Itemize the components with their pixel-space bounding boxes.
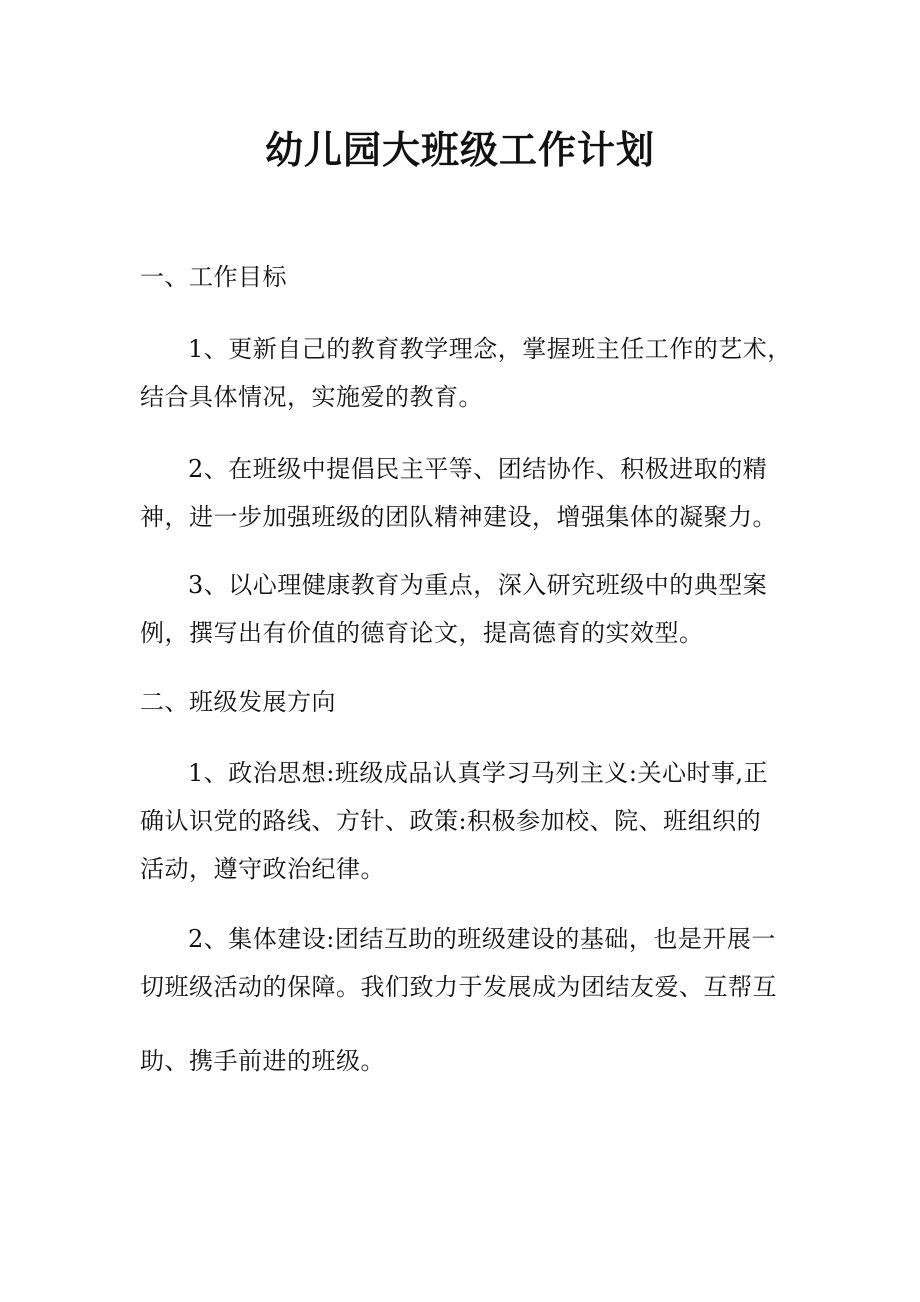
paragraph-line: 活动，遵守政治纪律。 [140,855,385,883]
paragraph-line: 1、更新自己的教育教学理念，掌握班主任工作的艺术， [188,335,792,363]
paragraph-line: 结合具体情况，实施爱的教育。 [140,383,483,411]
paragraph-line: 神，进一步加强班级的团队精神建设，增强集体的凝聚力。 [140,503,777,531]
paragraph-line: 例，撰写出有价值的德育论文，提高德育的实效型。 [140,619,704,647]
paragraph-line: 切班级活动的保障。我们致力于发展成为团结友爱、互帮互 [140,973,777,1001]
paragraph-line: 3、以心理健康教育为重点，深入研究班级中的典型案 [188,571,768,599]
paragraph-line: 2、在班级中提倡民主平等、团结协作、积极进取的精 [188,455,768,483]
section-heading-1: 一、工作目标 [140,263,287,291]
paragraph-line: 2、集体建设:团结互助的班级建设的基础，也是开展一 [188,925,776,953]
paragraph-line: 1、政治思想:班级成品认真学习马列主义:关心时事,正 [188,759,769,787]
section-heading-2: 二、班级发展方向 [140,688,336,716]
document-title: 幼儿园大班级工作计划 [264,128,655,172]
paragraph-line: 确认识党的路线、方针、政策:积极参加校、院、班组织的 [140,807,762,835]
paragraph-line: 助、携手前进的班级。 [140,1047,385,1075]
